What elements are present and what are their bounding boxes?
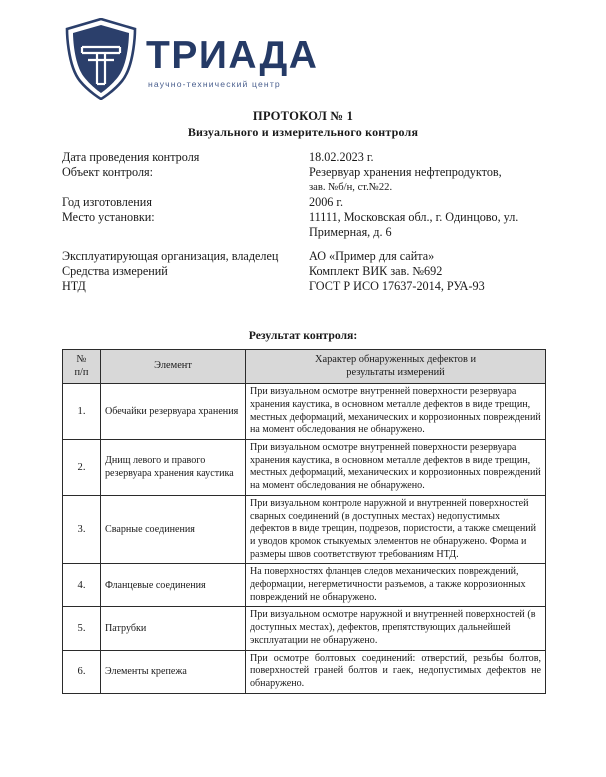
info-label: Год изготовления bbox=[62, 194, 152, 209]
cell-description: При визуальном осмотре наружной и внутренней поверхностей (в доступных местах), дефектов, препятствующих дальнейшей эксплуатации не обнаружено. bbox=[246, 607, 546, 650]
logo-header-band bbox=[0, 0, 606, 104]
info-value-main: 2006 г. bbox=[309, 194, 344, 209]
info-value-main: Резервуар хранения нефтепродуктов, bbox=[309, 165, 502, 180]
cell-number: 4. bbox=[63, 564, 101, 607]
table-row bbox=[63, 607, 546, 650]
cell-description: При визуальном осмотре внутренней поверхности резервуара хранения каустика, в основном металле дефектов в виде трещин, местных деформаций, механических и коррозионных повреждений на момент обследования не обнаружено. bbox=[246, 384, 546, 440]
table-row bbox=[63, 564, 546, 607]
info-value bbox=[309, 210, 546, 241]
table-row bbox=[63, 440, 546, 496]
column-header-element: Элемент bbox=[101, 350, 246, 384]
column-header-description-line2: результаты измерений bbox=[346, 366, 445, 378]
info-row bbox=[62, 249, 546, 264]
table-body bbox=[63, 384, 546, 693]
results-caption: Результат контроля: bbox=[248, 329, 358, 342]
cell-element: Днищ левого и правого резервуара хранения каустика bbox=[101, 440, 246, 496]
wordmark bbox=[146, 30, 318, 89]
info-label: Дата проведения контроля bbox=[62, 150, 200, 164]
cell-description: При визуальном осмотре внутренней поверхности резервуара хранения каустика, в основном металле дефектов в виде трещин, местных деформаций, механических и коррозионных повреждений на момент обследования не обнаружено. bbox=[246, 440, 546, 496]
cell-number: 1. bbox=[63, 384, 101, 440]
info-value-main: 18.02.2023 г. bbox=[309, 150, 374, 164]
shield-with-t-icon bbox=[64, 18, 138, 100]
info-row bbox=[62, 210, 546, 241]
cell-element: Патрубки bbox=[101, 607, 246, 650]
cell-element: Элементы крепежа bbox=[101, 650, 246, 693]
column-header-number-line2: п/п bbox=[74, 366, 89, 378]
info-value bbox=[309, 165, 546, 194]
info-value: ГОСТ Р ИСО 17637-2014, РУА-93 bbox=[309, 278, 485, 293]
column-header-description-line1: Характер обнаруженных дефектов и bbox=[314, 354, 477, 365]
info-label: Средства измерений bbox=[62, 264, 168, 279]
info-spacer bbox=[62, 240, 546, 249]
info-row bbox=[62, 150, 546, 165]
info-row bbox=[62, 279, 546, 294]
cell-number: 6. bbox=[63, 650, 101, 693]
info-label: Объект контроля: bbox=[62, 165, 154, 180]
document-info-block bbox=[62, 150, 546, 293]
info-value-continued: Примерная, д. 6 bbox=[309, 225, 392, 240]
cell-number: 2. bbox=[63, 440, 101, 496]
cell-element: Сварные соединения bbox=[101, 495, 246, 564]
table-header bbox=[63, 350, 546, 384]
info-row bbox=[62, 264, 546, 279]
info-row bbox=[62, 165, 546, 194]
info-value bbox=[309, 195, 546, 210]
table-row bbox=[63, 650, 546, 693]
cell-element: Фланцевые соединения bbox=[101, 564, 246, 607]
company-logo bbox=[64, 18, 318, 100]
column-header-description bbox=[246, 350, 546, 384]
cell-number: 5. bbox=[63, 607, 101, 650]
cell-description: На поверхностях фланцев следов механических повреждений, деформации, негерметичности разъемов, а также коррозионных повреждений не обнаружено. bbox=[246, 564, 546, 607]
cell-description: При визуальном контроле наружной и внутренней поверхностей сварных соединений (в доступных местах) недопустимых дефектов в виде трещин, подрезов, пористости, а также смещений и уводов кромок стыкуемых элементов не обнаружено. Форма и размеры швов соответствуют требованиям НТД. bbox=[246, 495, 546, 564]
cell-description: При осмотре болтовых соединений: отверстий, резьбы болтов, поверхностей граней болтов и гаек, недопустимых дефектов не обнаружено. bbox=[246, 650, 546, 693]
column-header-number-line1: № bbox=[76, 354, 87, 365]
column-header-number bbox=[63, 350, 101, 384]
inspection-results-table bbox=[62, 349, 546, 694]
info-value-secondary: зав. №б/н, ст.№22. bbox=[309, 181, 393, 193]
table-header-row bbox=[63, 350, 546, 384]
info-value-main: 11111, Московская обл., г. Одинцово, ул. bbox=[309, 209, 519, 224]
info-label: НТД bbox=[62, 278, 86, 293]
brand-name: ТРИАДА bbox=[146, 33, 319, 77]
table-row bbox=[63, 495, 546, 564]
document-title bbox=[0, 108, 606, 140]
cell-number: 3. bbox=[63, 495, 101, 564]
info-value: АО «Пример для сайта» bbox=[309, 249, 435, 264]
info-value bbox=[309, 150, 546, 165]
info-label: Место установки: bbox=[62, 209, 155, 224]
info-label: Эксплуатирующая организация, владелец bbox=[62, 249, 279, 264]
protocol-subtitle: Визуального и измерительного контроля bbox=[187, 125, 419, 139]
cell-element: Обечайки резервуара хранения bbox=[101, 384, 246, 440]
info-row bbox=[62, 195, 546, 210]
table-row bbox=[63, 384, 546, 440]
info-value: Комплект ВИК зав. №692 bbox=[309, 264, 443, 279]
protocol-number: ПРОТОКОЛ № 1 bbox=[252, 109, 354, 123]
brand-tagline: научно-технический центр bbox=[148, 78, 281, 89]
